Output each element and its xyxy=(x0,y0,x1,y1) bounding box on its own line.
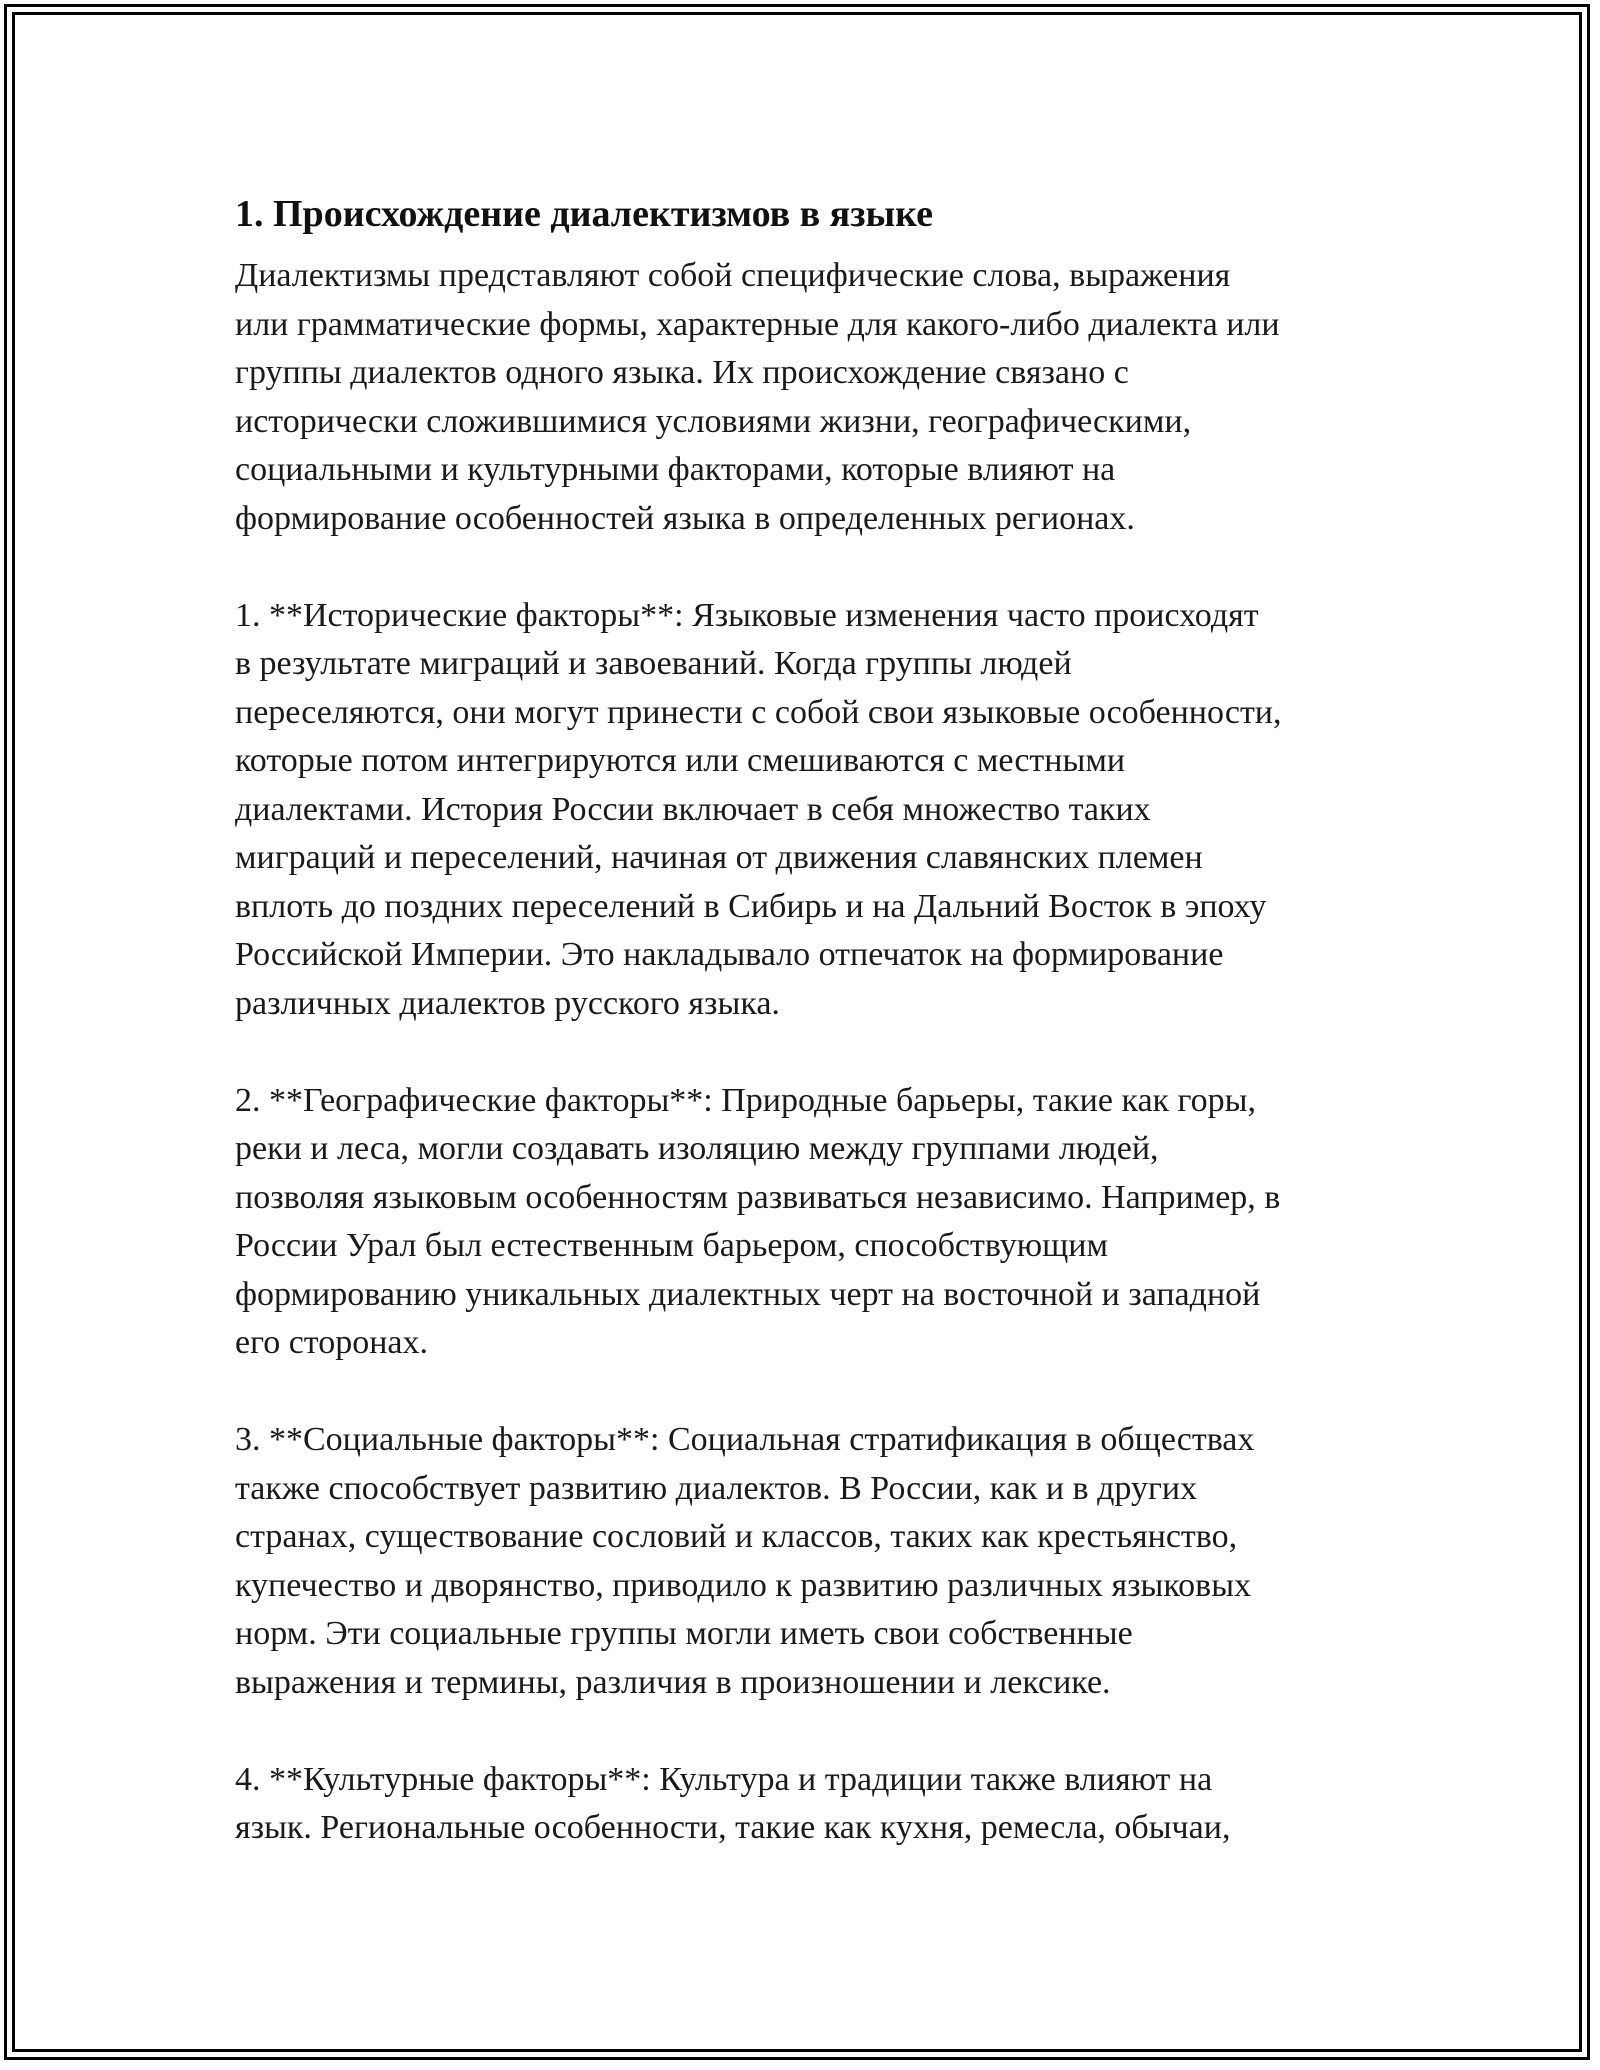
text-line: 2. **Географические факторы**: Природные барьеры, такие как горы, xyxy=(235,1081,1256,1119)
text-line: 1. **Исторические факторы**: Языковые изменения часто происходят xyxy=(235,596,1259,634)
paragraph-geographic-factors xyxy=(235,1077,1385,1368)
text-line: его сторонах. xyxy=(235,1324,428,1361)
paragraph-intro xyxy=(235,252,1385,543)
text-line: 3. **Социальные факторы**: Социальная стратификация в обществах xyxy=(235,1421,1255,1458)
section-heading: 1. Происхождение диалектизмов в языке xyxy=(235,193,933,235)
text-line: группы диалектов одного языка. Их происхождение связано с xyxy=(235,354,1129,391)
text-line: реки и леса, могли создавать изоляцию между группами людей, xyxy=(235,1130,1159,1167)
text-line: язык. Региональные особенности, такие как кухня, ремесла, обычаи, xyxy=(235,1809,1231,1846)
text-line: России Урал был естественным барьером, способствующим xyxy=(235,1227,1109,1264)
paragraph-historical-factors xyxy=(235,592,1385,1029)
text-line: которые потом интегрируются или смешиваются с местными xyxy=(235,742,1126,779)
paragraph-social-factors xyxy=(235,1416,1385,1707)
text-line: переселяются, они могут принести с собой свои языковые особенности, xyxy=(235,693,1282,731)
text-line: выражения и термины, различия в произношении и лексике. xyxy=(235,1663,1111,1701)
text-line: странах, существование сословий и классов, таких как крестьянство, xyxy=(235,1518,1238,1555)
text-line: миграций и переселений, начиная от движения славянских племен xyxy=(235,839,1203,876)
text-line: Российской Империи. Это накладывало отпечаток на формирование xyxy=(235,936,1224,973)
text-line: различных диалектов русского языка. xyxy=(235,984,780,1022)
text-line: или грамматические формы, характерные для какого-либо диалекта или xyxy=(235,305,1280,343)
paragraph-cultural-factors xyxy=(235,1756,1385,1853)
text-line: формированию уникальных диалектных черт на восточной и западной xyxy=(235,1275,1261,1313)
document-body xyxy=(235,186,1385,1901)
text-line: социальными и культурными факторами, которые влияют на xyxy=(235,451,1116,488)
text-line: диалектами. История России включает в себя множество таких xyxy=(235,790,1151,828)
text-line: исторически сложившимися условиями жизни, географическими, xyxy=(235,402,1192,440)
text-line: вплоть до поздних переселений в Сибирь и на Дальний Восток в эпоху xyxy=(235,887,1267,925)
text-line: в результате миграций и завоеваний. Когда группы людей xyxy=(235,645,1072,682)
text-line: Диалектизмы представляют собой специфические слова, выражения xyxy=(235,257,1231,294)
text-line: купечество и дворянство, приводило к развитию различных языковых xyxy=(235,1566,1252,1604)
text-line: формирование особенностей языка в определенных регионах. xyxy=(235,499,1135,537)
text-line: позволяя языковым особенностям развиваться независимо. Например, в xyxy=(235,1178,1281,1216)
text-line: также способствует развитию диалектов. В России, как и в других xyxy=(235,1469,1198,1507)
text-line: норм. Эти социальные группы могли иметь свои собственные xyxy=(235,1615,1133,1652)
text-line: 4. **Культурные факторы**: Культура и традиции также влияют на xyxy=(235,1760,1213,1798)
